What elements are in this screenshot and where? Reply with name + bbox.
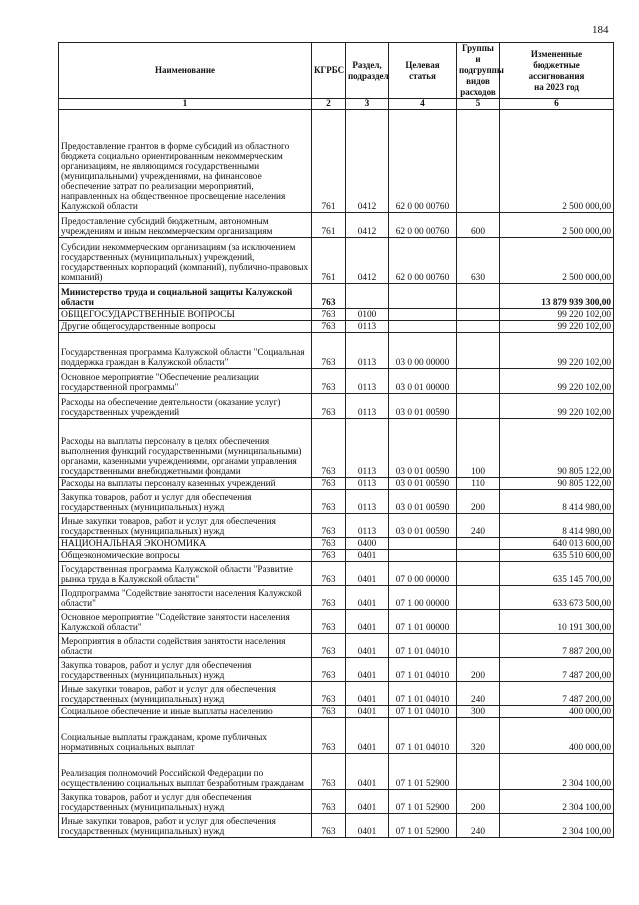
header-section <box>346 43 389 99</box>
row-group: 200 <box>457 790 500 814</box>
row-section: 0401 <box>346 586 389 610</box>
row-section: 0412 <box>346 238 389 284</box>
row-name: Закупка товаров, работ и услуг для обеспечения государственных (муниципальных) нужд <box>59 658 312 682</box>
row-name: Министерство труда и социальной защиты Калужской области <box>59 284 312 309</box>
header-kgrbs: КГРБС <box>312 43 346 99</box>
row-group: 630 <box>457 238 500 284</box>
table-header-row <box>59 43 614 99</box>
row-group: 240 <box>457 514 500 538</box>
row-amount: 90 805 122,00 <box>500 419 614 478</box>
row-target: 03 0 00 00000 <box>389 333 457 369</box>
table-row <box>59 238 614 284</box>
column-number: 6 <box>500 99 614 110</box>
table-row <box>59 538 614 550</box>
row-kgrbs: 763 <box>312 754 346 790</box>
header-groups-line: подгруппы <box>459 65 504 75</box>
row-name: Иные закупки товаров, работ и услуг для обеспечения государственных (муниципальных) нужд <box>59 514 312 538</box>
row-amount: 10 191 300,00 <box>500 610 614 634</box>
table-row <box>59 562 614 586</box>
row-group <box>457 321 500 333</box>
row-group: 200 <box>457 658 500 682</box>
row-amount: 2 304 100,00 <box>500 814 614 838</box>
row-group <box>457 610 500 634</box>
header-target-line: статья <box>409 70 436 81</box>
row-kgrbs: 763 <box>312 550 346 562</box>
row-amount: 633 673 500,00 <box>500 586 614 610</box>
row-amount: 8 414 980,00 <box>500 514 614 538</box>
row-section: 0401 <box>346 718 389 754</box>
table-row <box>59 490 614 514</box>
table-row <box>59 586 614 610</box>
row-target <box>389 284 457 309</box>
row-name: ОБЩЕГОСУДАРСТВЕННЫЕ ВОПРОСЫ <box>59 309 312 321</box>
column-number: 5 <box>457 99 500 110</box>
row-target: 07 1 01 00000 <box>389 610 457 634</box>
header-groups <box>457 43 504 99</box>
row-group: 110 <box>457 478 500 490</box>
row-kgrbs: 763 <box>312 309 346 321</box>
row-group <box>457 284 500 309</box>
row-amount: 99 220 102,00 <box>500 394 614 419</box>
table-row <box>59 634 614 658</box>
row-amount: 99 220 102,00 <box>500 321 614 333</box>
table-row <box>59 610 614 634</box>
row-target: 07 1 01 04010 <box>389 718 457 754</box>
row-amount: 7 887 200,00 <box>500 634 614 658</box>
row-group: 240 <box>457 682 500 706</box>
header-amount-line: Измененные <box>530 48 583 59</box>
row-amount: 635 510 600,00 <box>500 550 614 562</box>
header-groups-line: видов <box>466 76 490 86</box>
row-amount: 640 013 600,00 <box>500 538 614 550</box>
row-group <box>457 754 500 790</box>
row-section: 0401 <box>346 814 389 838</box>
row-amount: 7 487 200,00 <box>500 682 614 706</box>
row-target: 03 0 01 00590 <box>389 419 457 478</box>
row-target: 03 0 01 00590 <box>389 478 457 490</box>
row-group <box>457 634 500 658</box>
row-target: 07 1 01 04010 <box>389 682 457 706</box>
header-amount-line: бюджетные <box>533 59 580 70</box>
header-section-line: подраздел <box>348 70 389 81</box>
row-name: Основное мероприятие "Обеспечение реализации государственной программы" <box>59 369 312 394</box>
table-row <box>59 321 614 333</box>
row-target: 03 0 01 00590 <box>389 514 457 538</box>
row-section: 0400 <box>346 538 389 550</box>
row-section: 0401 <box>346 754 389 790</box>
row-kgrbs: 763 <box>312 634 346 658</box>
header-amount-line: ассигнования <box>528 70 585 81</box>
row-kgrbs: 763 <box>312 514 346 538</box>
row-name: Предоставление субсидий бюджетным, автономным учреждениям и иным некоммерческим организациям <box>59 213 312 238</box>
row-kgrbs: 763 <box>312 538 346 550</box>
row-name: Предоставление грантов в форме субсидий из областного бюджета социально ориентированным некоммерческим организациям, не являющимся государственными (муниципальными) учреждениями, на финансовое обеспечение затрат по реализации мероприятий, направленных на общественное просвещение населения Калужской области <box>59 110 312 213</box>
row-amount: 400 000,00 <box>500 706 614 718</box>
row-section: 0113 <box>346 478 389 490</box>
table-row <box>59 550 614 562</box>
header-groups-line: расходов <box>460 87 496 97</box>
row-amount: 2 500 000,00 <box>500 213 614 238</box>
table-row <box>59 718 614 754</box>
table-row <box>59 394 614 419</box>
row-group <box>457 110 500 213</box>
header-amount <box>500 43 614 99</box>
row-section: 0401 <box>346 562 389 586</box>
row-group <box>457 550 500 562</box>
row-kgrbs: 763 <box>312 284 346 309</box>
row-kgrbs: 763 <box>312 490 346 514</box>
row-section: 0113 <box>346 394 389 419</box>
row-amount: 13 879 939 300,00 <box>500 284 614 309</box>
row-section: 0401 <box>346 550 389 562</box>
table-row <box>59 814 614 838</box>
column-number: 4 <box>389 99 457 110</box>
table-row <box>59 333 614 369</box>
row-group: 320 <box>457 718 500 754</box>
row-target: 07 1 01 04010 <box>389 658 457 682</box>
row-section: 0401 <box>346 610 389 634</box>
row-name: Подпрограмма "Содействие занятости населения Калужской области" <box>59 586 312 610</box>
table-row <box>59 790 614 814</box>
table-body <box>59 110 614 838</box>
row-group: 240 <box>457 814 500 838</box>
row-kgrbs: 763 <box>312 682 346 706</box>
row-name: Субсидии некоммерческим организациям (за исключением государственных (муниципальных) учреждений, государственных корпораций (компаний), публично-правовых компаний) <box>59 238 312 284</box>
row-target: 03 0 01 00590 <box>389 490 457 514</box>
row-amount: 2 304 100,00 <box>500 754 614 790</box>
row-section: 0401 <box>346 658 389 682</box>
table-row <box>59 658 614 682</box>
row-name: Социальное обеспечение и иные выплаты населению <box>59 706 312 718</box>
header-section-line: Раздел, <box>352 59 382 70</box>
row-kgrbs: 763 <box>312 586 346 610</box>
row-target: 07 1 01 52900 <box>389 814 457 838</box>
page-number: 184 <box>592 24 609 36</box>
table-row <box>59 309 614 321</box>
header-target <box>389 43 457 99</box>
row-section: 0401 <box>346 706 389 718</box>
row-target <box>389 309 457 321</box>
table-row <box>59 419 614 478</box>
row-section: 0113 <box>346 321 389 333</box>
row-section: 0113 <box>346 369 389 394</box>
row-section: 0113 <box>346 514 389 538</box>
row-target: 07 1 01 04010 <box>389 634 457 658</box>
row-kgrbs: 763 <box>312 658 346 682</box>
row-target: 07 1 01 52900 <box>389 790 457 814</box>
row-section: 0113 <box>346 419 389 478</box>
row-name: Социальные выплаты гражданам, кроме публичных нормативных социальных выплат <box>59 718 312 754</box>
row-section: 0401 <box>346 790 389 814</box>
row-section <box>346 284 389 309</box>
row-section: 0113 <box>346 333 389 369</box>
row-target: 03 0 01 00000 <box>389 369 457 394</box>
budget-table <box>58 42 614 838</box>
row-kgrbs: 763 <box>312 394 346 419</box>
row-kgrbs: 763 <box>312 814 346 838</box>
row-name: Расходы на выплаты персоналу казенных учреждений <box>59 478 312 490</box>
header-amount-line: на 2023 год <box>534 81 579 92</box>
row-name: Закупка товаров, работ и услуг для обеспечения государственных (муниципальных) нужд <box>59 490 312 514</box>
row-amount: 2 500 000,00 <box>500 238 614 284</box>
row-kgrbs: 761 <box>312 213 346 238</box>
row-amount: 2 500 000,00 <box>500 110 614 213</box>
row-group: 100 <box>457 419 500 478</box>
row-section: 0100 <box>346 309 389 321</box>
row-kgrbs: 761 <box>312 110 346 213</box>
row-name: Расходы на обеспечение деятельности (оказание услуг) государственных учреждений <box>59 394 312 419</box>
header-name: Наименование <box>59 43 312 99</box>
row-name: Государственная программа Калужской области "Социальная поддержка граждан в Калужской области" <box>59 333 312 369</box>
row-amount: 400 000,00 <box>500 718 614 754</box>
row-kgrbs: 761 <box>312 238 346 284</box>
row-target <box>389 538 457 550</box>
table-row <box>59 682 614 706</box>
row-name: Государственная программа Калужской области "Развитие рынка труда в Калужской области" <box>59 562 312 586</box>
row-kgrbs: 763 <box>312 478 346 490</box>
row-group: 300 <box>457 706 500 718</box>
row-amount: 99 220 102,00 <box>500 333 614 369</box>
row-target <box>389 321 457 333</box>
row-name: Основное мероприятие "Содействие занятости населения Калужской области" <box>59 610 312 634</box>
row-target: 07 1 00 00000 <box>389 586 457 610</box>
row-kgrbs: 763 <box>312 718 346 754</box>
row-kgrbs: 763 <box>312 321 346 333</box>
row-name: Закупка товаров, работ и услуг для обеспечения государственных (муниципальных) нужд <box>59 790 312 814</box>
row-amount: 2 304 100,00 <box>500 790 614 814</box>
row-name: НАЦИОНАЛЬНАЯ ЭКОНОМИКА <box>59 538 312 550</box>
header-target-line: Целевая <box>405 59 440 70</box>
row-amount: 7 487 200,00 <box>500 658 614 682</box>
row-group <box>457 394 500 419</box>
row-group: 200 <box>457 490 500 514</box>
row-target: 07 0 00 00000 <box>389 562 457 586</box>
row-group <box>457 538 500 550</box>
header-groups-line: Группы и <box>462 43 494 64</box>
row-group: 600 <box>457 213 500 238</box>
row-kgrbs: 763 <box>312 790 346 814</box>
row-kgrbs: 763 <box>312 419 346 478</box>
row-kgrbs: 763 <box>312 706 346 718</box>
row-group <box>457 562 500 586</box>
table-row <box>59 706 614 718</box>
row-amount: 635 145 700,00 <box>500 562 614 586</box>
row-amount: 90 805 122,00 <box>500 478 614 490</box>
row-target: 07 1 01 52900 <box>389 754 457 790</box>
row-kgrbs: 763 <box>312 610 346 634</box>
row-group <box>457 333 500 369</box>
row-name: Иные закупки товаров, работ и услуг для обеспечения государственных (муниципальных) нужд <box>59 682 312 706</box>
row-section: 0113 <box>346 490 389 514</box>
column-number: 3 <box>346 99 389 110</box>
row-kgrbs: 763 <box>312 562 346 586</box>
row-kgrbs: 763 <box>312 333 346 369</box>
row-kgrbs: 763 <box>312 369 346 394</box>
row-name: Иные закупки товаров, работ и услуг для обеспечения государственных (муниципальных) нужд <box>59 814 312 838</box>
column-number: 2 <box>312 99 346 110</box>
table-row <box>59 514 614 538</box>
row-group <box>457 369 500 394</box>
row-name: Общеэкономические вопросы <box>59 550 312 562</box>
row-section: 0412 <box>346 213 389 238</box>
row-target: 62 0 00 00760 <box>389 238 457 284</box>
row-target: 07 1 01 04010 <box>389 706 457 718</box>
row-name: Расходы на выплаты персоналу в целях обеспечения выполнения функций государственными (муниципальными) органами, казенными учреждениями, органами управления государственными внебюджетными фондами <box>59 419 312 478</box>
row-name: Другие общегосударственные вопросы <box>59 321 312 333</box>
row-amount: 99 220 102,00 <box>500 369 614 394</box>
table-row <box>59 478 614 490</box>
table-row <box>59 369 614 394</box>
row-name: Мероприятия в области содействия занятости населения области <box>59 634 312 658</box>
column-number: 1 <box>59 99 312 110</box>
row-section: 0412 <box>346 110 389 213</box>
row-section: 0401 <box>346 682 389 706</box>
column-number-row <box>59 99 614 110</box>
table-row <box>59 284 614 309</box>
row-target: 03 0 01 00590 <box>389 394 457 419</box>
row-group <box>457 586 500 610</box>
row-section: 0401 <box>346 634 389 658</box>
row-amount: 99 220 102,00 <box>500 309 614 321</box>
table-row <box>59 754 614 790</box>
row-amount: 8 414 980,00 <box>500 490 614 514</box>
row-target: 62 0 00 00760 <box>389 110 457 213</box>
row-target: 62 0 00 00760 <box>389 213 457 238</box>
row-name: Реализация полномочий Российской Федерации по осуществлению социальных выплат безработным гражданам <box>59 754 312 790</box>
table-row <box>59 213 614 238</box>
row-group <box>457 309 500 321</box>
row-target <box>389 550 457 562</box>
table-row <box>59 110 614 213</box>
